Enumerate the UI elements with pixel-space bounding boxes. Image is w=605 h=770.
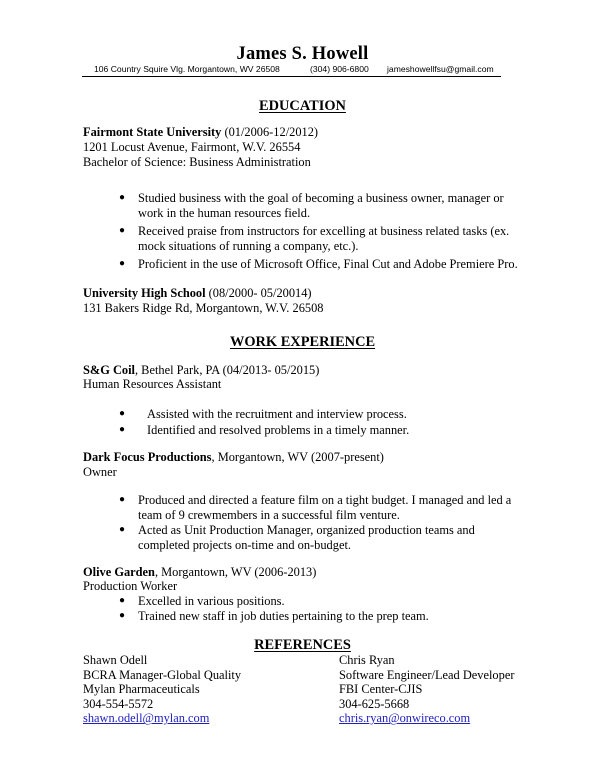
- reference-name: Shawn Odell: [83, 653, 148, 667]
- employer-name: S&G Coil: [83, 363, 135, 377]
- list-item: Received praise from instructors for excelling at business related tasks (ex.: [138, 224, 510, 238]
- employer-name: Olive Garden: [83, 565, 155, 579]
- school-uhs-line: [83, 286, 312, 301]
- job-dfp-line: [83, 450, 384, 465]
- list-item: Acted as Unit Production Manager, organized production teams and: [138, 523, 475, 537]
- header-divider: [82, 76, 501, 77]
- school-name: Fairmont State University: [83, 125, 222, 139]
- list-item: Proficient in the use of Microsoft Office, Final Cut and Adobe Premiere Pro.: [138, 257, 518, 271]
- education-heading: EDUCATION: [259, 98, 346, 114]
- reference-phone: 304-554-5572: [83, 696, 154, 711]
- list-item: Identified and resolved problems in a timely manner.: [147, 423, 410, 437]
- job-title: Production Worker: [83, 579, 178, 593]
- contact-phone: (304) 906-6800: [310, 64, 369, 74]
- reference-company: FBI Center-CJIS: [339, 682, 423, 697]
- job-og-line: [83, 565, 316, 580]
- employer-details: , Morgantown, WV (2006-2013): [154, 565, 317, 579]
- job-title: Owner: [83, 465, 117, 479]
- bullet-icon: ●: [119, 258, 126, 269]
- bullet-icon: ●: [119, 225, 126, 236]
- bullet-icon: ●: [119, 424, 126, 435]
- list-item-continued: team of 9 crewmembers in a successful film venture.: [138, 508, 400, 522]
- list-item: Studied business with the goal of becoming a business owner, manager or: [138, 191, 504, 205]
- bullet-icon: ●: [119, 524, 126, 535]
- list-item: Trained new staff in job duties pertaining to the prep team.: [138, 609, 429, 623]
- contact-address: 106 Country Squire Vlg. Morgantown, WV 26508: [94, 64, 280, 74]
- bullet-icon: ●: [119, 494, 126, 505]
- bullet-icon: ●: [119, 192, 126, 203]
- job-title: Human Resources Assistant: [83, 377, 222, 391]
- employer-name: Dark Focus Productions: [83, 450, 212, 464]
- bullet-icon: ●: [119, 610, 126, 621]
- bullet-icon: ●: [119, 595, 126, 606]
- reference-phone: 304-625-5668: [339, 696, 410, 711]
- employer-details: , Morgantown, WV (2007-present): [211, 450, 384, 464]
- school-fsu-line: [83, 125, 318, 140]
- reference-email-link[interactable]: shawn.odell@mylan.com: [83, 711, 210, 726]
- list-item: Assisted with the recruitment and interview process.: [147, 407, 407, 421]
- list-item-continued: work in the human resources field.: [138, 206, 311, 220]
- school-dates: (01/2006-12/2012): [221, 125, 319, 139]
- reference-1: [83, 653, 323, 726]
- resume-name: James S. Howell: [236, 44, 369, 64]
- reference-company: Mylan Pharmaceuticals: [83, 682, 200, 697]
- list-item-continued: completed projects on-time and on-budget.: [138, 538, 351, 552]
- list-item: Excelled in various positions.: [138, 594, 285, 608]
- school-address: 1201 Locust Avenue, Fairmont, W.V. 26554: [83, 140, 301, 154]
- work-heading: WORK EXPERIENCE: [229, 334, 376, 350]
- reference-email-link[interactable]: chris.ryan@onwireco.com: [339, 711, 471, 726]
- list-item: Produced and directed a feature film on a tight budget. I managed and led a: [138, 493, 512, 507]
- reference-title: Software Engineer/Lead Developer: [339, 667, 515, 682]
- education-bullets: [0, 191, 605, 281]
- school-name: University High School: [83, 286, 206, 300]
- employer-details: , Bethel Park, PA (04/2013- 05/2015): [134, 363, 320, 377]
- contact-email: jameshowellfsu@gmail.com: [387, 64, 494, 74]
- bullet-icon: ●: [119, 408, 126, 419]
- reference-2: [339, 653, 579, 726]
- reference-name: Chris Ryan: [339, 653, 395, 667]
- references-heading: REFERENCES: [254, 637, 351, 653]
- job-sg-line: [83, 363, 319, 378]
- reference-title: BCRA Manager-Global Quality: [83, 667, 242, 682]
- school-address: 131 Bakers Ridge Rd, Morgantown, W.V. 26508: [83, 301, 324, 315]
- list-item-continued: mock situations of running a company, etc.).: [138, 239, 359, 253]
- school-dates: (08/2000- 05/20014): [205, 286, 312, 300]
- school-degree: Bachelor of Science: Business Administration: [83, 155, 311, 169]
